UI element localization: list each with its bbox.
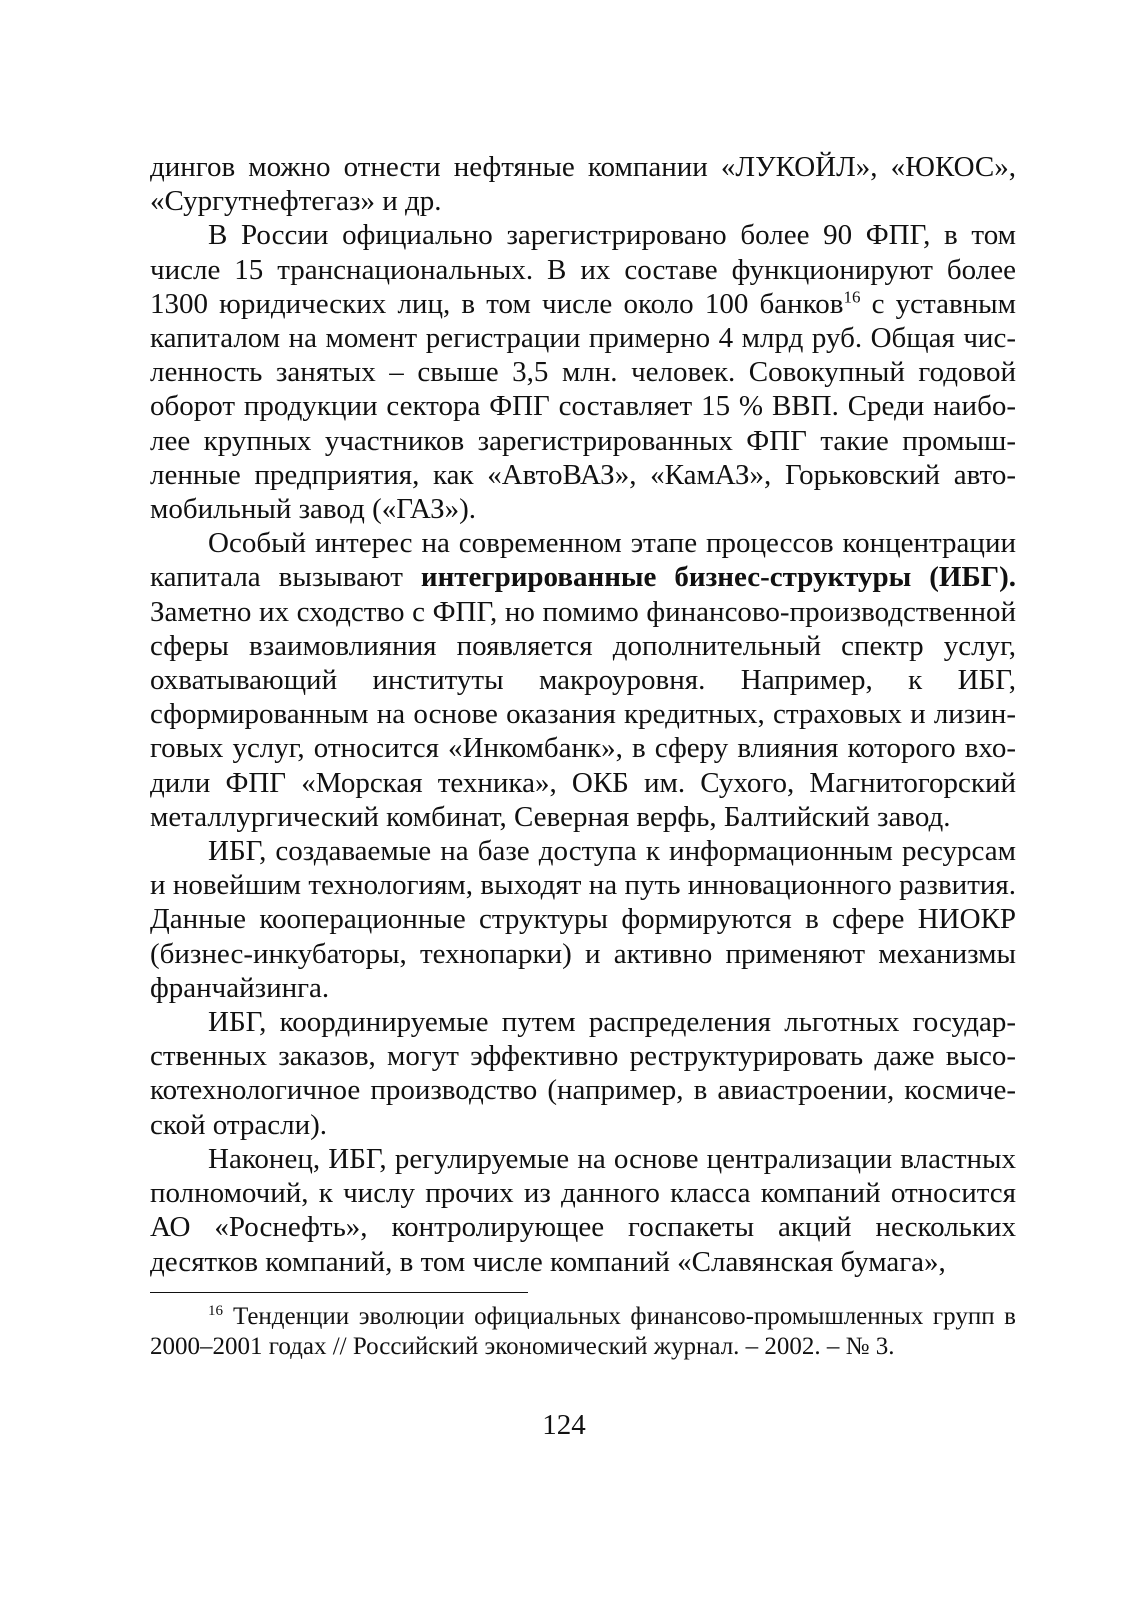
footnote [150,1302,1016,1362]
footnote-divider [150,1292,528,1293]
paragraph-3-text-before: Особый интерес на современном этапе процессов концентрации капитала вызывают [150,527,1016,594]
paragraph-2 [150,218,1016,526]
footnote-reference: 16 [843,287,861,307]
footnote-paragraph [150,1302,1016,1362]
footnote-text: Тенденции эволюции официальных финансово-промышленных групп в 2000–2001 годах // Российский экономический журнал. – 2002. – № 3. [150,1303,1016,1360]
paragraph-6: Наконец, ИБГ, регулируемые на основе централизации властных полномочий, к числу прочих из данного класса компаний относится АО «Роснефть», контролирующее госпакеты акций нескольких десятков компаний, в том числе компаний «Славянская бумага», [150,1142,1016,1278]
paragraph-3 [150,526,1016,834]
paragraph-5: ИБГ, координируемые путем распределения льготных государственных заказов, могут эффективно реструктурировать даже высокотехнологичное производство (например, в авиастроении, космической отрасли). [150,1006,1016,1141]
paragraph-4: ИБГ, создаваемые на базе доступа к информационным ресурсам и новейшим технологиям, выходят на путь инновационного развития. Данные кооперационные структуры формируются в сфере НИОКР (бизнес-инкубаторы, технопарки) и активно применяют механизмы франчайзинга. [150,835,1016,1004]
paragraph-3-text-after: Заметно их сходство с ФПГ, но помимо финансово-производственной сферы взаимовлияния появляется дополнительный спектр услуг, охватывающий институты макроуровня. Например, к ИБГ, сформированным на основе оказания кредитных, страховых и лизинговых услуг, относится «Инкомбанк», в сферу влияния которого входили ФПГ «Морская техника», ОКБ им. Сухого, Магнитогорский металлургический комбинат, Северная верфь, Балтийский завод. [150,595,1016,833]
main-text [150,150,1016,1279]
paragraph-1: дингов можно отнести нефтяные компании «ЛУКОЙЛ», «ЮКОС», «Сургутнефтегаз» и др. [150,151,1016,218]
paragraph-2-text-after: с уставным капиталом на момент регистрации примерно 4 млрд руб. Общая численность занятых – свыше 3,5 млн. человек. Совокупный годовой оборот продукции сектора ФПГ составляет 15 % ВВП. Среди наиболее крупных участников зарегистрированных ФПГ такие промышленные предприятия, как «АвтоВАЗ», «КамАЗ», Горьковский автомобильный завод («ГАЗ»). [150,287,1016,526]
footnote-number: 16 [208,1302,223,1319]
paragraph-2-text-before: В России официально зарегистрировано более 90 ФПГ, в том числе 15 транснациональных. В их составе функционируют более 1300 юридических лиц, в том числе около 100 банков [150,219,1016,320]
bold-term: интегрированные бизнес-структуры (ИБГ). [420,561,1017,594]
page-number: 124 [542,1409,586,1441]
